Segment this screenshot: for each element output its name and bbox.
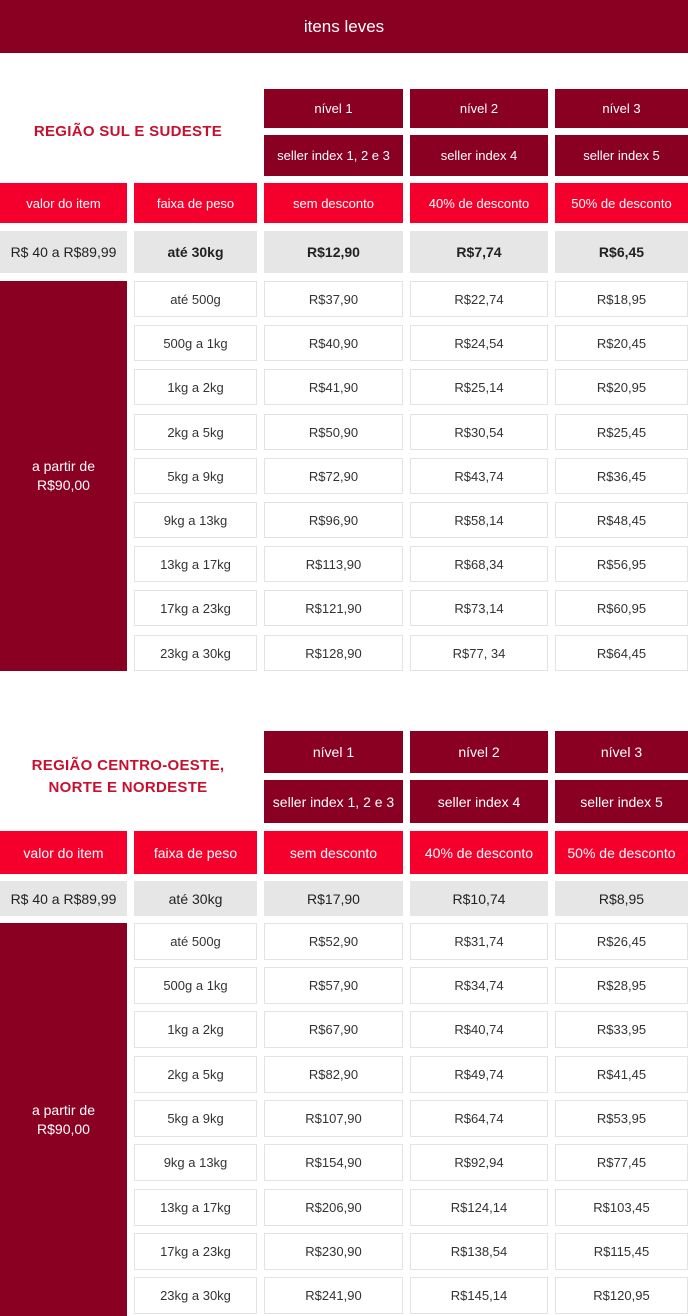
region-title-line: REGIÃO SUL E SUDESTE	[33, 123, 223, 140]
table-cell-price: R$113,90	[264, 546, 403, 582]
sem-desconto-header: sem desconto	[264, 183, 403, 223]
table-cell-faixa: 13kg a 17kg	[134, 1189, 257, 1226]
table-cell-price: R$25,45	[555, 414, 688, 450]
table-cell-price: R$26,45	[555, 923, 688, 960]
table-cell-price: R$64,45	[555, 635, 688, 671]
table-cell-price: R$82,90	[264, 1056, 403, 1093]
region-title-line: REGIÃO CENTRO-OESTE,	[31, 757, 225, 774]
table-cell-price: R$206,90	[264, 1189, 403, 1226]
level-1-header: nível 1	[264, 731, 403, 773]
table-cell-faixa: 9kg a 13kg	[134, 1144, 257, 1181]
table-cell-faixa: 23kg a 30kg	[134, 1277, 257, 1314]
desconto-50-header: 50% de desconto	[555, 183, 688, 223]
base-valor: R$ 40 a R$89,99	[0, 881, 127, 916]
table-cell-price: R$22,74	[410, 281, 548, 317]
table-cell-price: R$41,45	[555, 1056, 688, 1093]
table-cell-price: R$96,90	[264, 502, 403, 538]
table-cell-price: R$154,90	[264, 1144, 403, 1181]
table-cell-price: R$103,45	[555, 1189, 688, 1226]
table-cell-faixa: 17kg a 23kg	[134, 590, 257, 626]
table-cell-price: R$56,95	[555, 546, 688, 582]
base-price-nivel-3: R$6,45	[555, 231, 688, 273]
base-faixa: até 30kg	[134, 231, 257, 273]
seller-index-3-header: seller index 5	[555, 780, 688, 823]
base-price-nivel-2: R$7,74	[410, 231, 548, 273]
table-cell-faixa: 2kg a 5kg	[134, 1056, 257, 1093]
table-cell-price: R$18,95	[555, 281, 688, 317]
table-cell-price: R$230,90	[264, 1233, 403, 1270]
table-cell-price: R$24,54	[410, 325, 548, 361]
tall-label-line: R$90,00	[37, 477, 90, 493]
table-cell-faixa: 1kg a 2kg	[134, 1011, 257, 1048]
sem-desconto-header: sem desconto	[264, 831, 403, 874]
valor-a-partir-label	[0, 923, 127, 1316]
table-cell-price: R$37,90	[264, 281, 403, 317]
table-cell-price: R$138,54	[410, 1233, 548, 1270]
base-faixa: até 30kg	[134, 881, 257, 916]
faixa-peso-header: faixa de peso	[134, 831, 257, 874]
table-cell-price: R$128,90	[264, 635, 403, 671]
table-cell-price: R$33,95	[555, 1011, 688, 1048]
table-cell-price: R$43,74	[410, 458, 548, 494]
table-cell-price: R$20,45	[555, 325, 688, 361]
table-cell-faixa: 23kg a 30kg	[134, 635, 257, 671]
level-2-header: nível 2	[410, 89, 548, 128]
level-1-header: nível 1	[264, 89, 403, 128]
table-cell-faixa: 1kg a 2kg	[134, 369, 257, 405]
table-cell-price: R$52,90	[264, 923, 403, 960]
level-3-header: nível 3	[555, 89, 688, 128]
seller-index-1-header: seller index 1, 2 e 3	[264, 780, 403, 823]
tall-label-line: a partir de	[31, 458, 96, 474]
table-cell-price: R$60,95	[555, 590, 688, 626]
desconto-40-header: 40% de desconto	[410, 831, 548, 874]
table-cell-price: R$120,95	[555, 1277, 688, 1314]
region-title	[0, 90, 256, 174]
level-3-header: nível 3	[555, 731, 688, 773]
table-cell-price: R$77, 34	[410, 635, 548, 671]
table-cell-price: R$20,95	[555, 369, 688, 405]
region-title-line: NORTE E NORDESTE	[48, 779, 208, 796]
table-cell-price: R$121,90	[264, 590, 403, 626]
table-cell-price: R$40,74	[410, 1011, 548, 1048]
table-cell-price: R$64,74	[410, 1100, 548, 1137]
table-cell-price: R$40,90	[264, 325, 403, 361]
table-cell-faixa: 5kg a 9kg	[134, 1100, 257, 1137]
table-cell-price: R$73,14	[410, 590, 548, 626]
base-price-nivel-1: R$12,90	[264, 231, 403, 273]
table-cell-faixa: 500g a 1kg	[134, 325, 257, 361]
table-cell-price: R$28,95	[555, 967, 688, 1004]
seller-index-1-header: seller index 1, 2 e 3	[264, 135, 403, 176]
seller-index-3-header: seller index 5	[555, 135, 688, 176]
table-cell-faixa: 2kg a 5kg	[134, 414, 257, 450]
base-price-nivel-1: R$17,90	[264, 881, 403, 916]
page-banner: itens leves	[0, 0, 688, 53]
base-price-nivel-3: R$8,95	[555, 881, 688, 916]
table-cell-price: R$25,14	[410, 369, 548, 405]
table-cell-price: R$124,14	[410, 1189, 548, 1226]
valor-item-header: valor do item	[0, 831, 127, 874]
level-2-header: nível 2	[410, 731, 548, 773]
table-cell-faixa: 17kg a 23kg	[134, 1233, 257, 1270]
table-cell-price: R$241,90	[264, 1277, 403, 1314]
table-cell-price: R$53,95	[555, 1100, 688, 1137]
table-cell-price: R$49,74	[410, 1056, 548, 1093]
desconto-50-header: 50% de desconto	[555, 831, 688, 874]
table-cell-price: R$145,14	[410, 1277, 548, 1314]
table-cell-price: R$58,14	[410, 502, 548, 538]
table-cell-price: R$41,90	[264, 369, 403, 405]
table-cell-price: R$36,45	[555, 458, 688, 494]
table-cell-faixa: 9kg a 13kg	[134, 502, 257, 538]
table-cell-price: R$34,74	[410, 967, 548, 1004]
table-cell-price: R$48,45	[555, 502, 688, 538]
table-cell-price: R$68,34	[410, 546, 548, 582]
table-cell-price: R$30,54	[410, 414, 548, 450]
base-valor: R$ 40 a R$89,99	[0, 231, 127, 273]
table-cell-faixa: 5kg a 9kg	[134, 458, 257, 494]
valor-a-partir-label	[0, 281, 127, 671]
table-cell-price: R$115,45	[555, 1233, 688, 1270]
table-cell-faixa: 500g a 1kg	[134, 967, 257, 1004]
desconto-40-header: 40% de desconto	[410, 183, 548, 223]
table-cell-faixa: 13kg a 17kg	[134, 546, 257, 582]
table-cell-price: R$31,74	[410, 923, 548, 960]
table-cell-faixa: até 500g	[134, 281, 257, 317]
seller-index-2-header: seller index 4	[410, 780, 548, 823]
table-cell-price: R$57,90	[264, 967, 403, 1004]
table-cell-faixa: até 500g	[134, 923, 257, 960]
table-cell-price: R$77,45	[555, 1144, 688, 1181]
valor-item-header: valor do item	[0, 183, 127, 223]
tall-label-line: a partir de	[31, 1101, 96, 1118]
table-cell-price: R$72,90	[264, 458, 403, 494]
tall-label-line: R$90,00	[37, 1120, 90, 1137]
table-cell-price: R$92,94	[410, 1144, 548, 1181]
table-cell-price: R$50,90	[264, 414, 403, 450]
table-cell-price: R$67,90	[264, 1011, 403, 1048]
base-price-nivel-2: R$10,74	[410, 881, 548, 916]
region-title	[0, 732, 256, 822]
table-cell-price: R$107,90	[264, 1100, 403, 1137]
seller-index-2-header: seller index 4	[410, 135, 548, 176]
faixa-peso-header: faixa de peso	[134, 183, 257, 223]
